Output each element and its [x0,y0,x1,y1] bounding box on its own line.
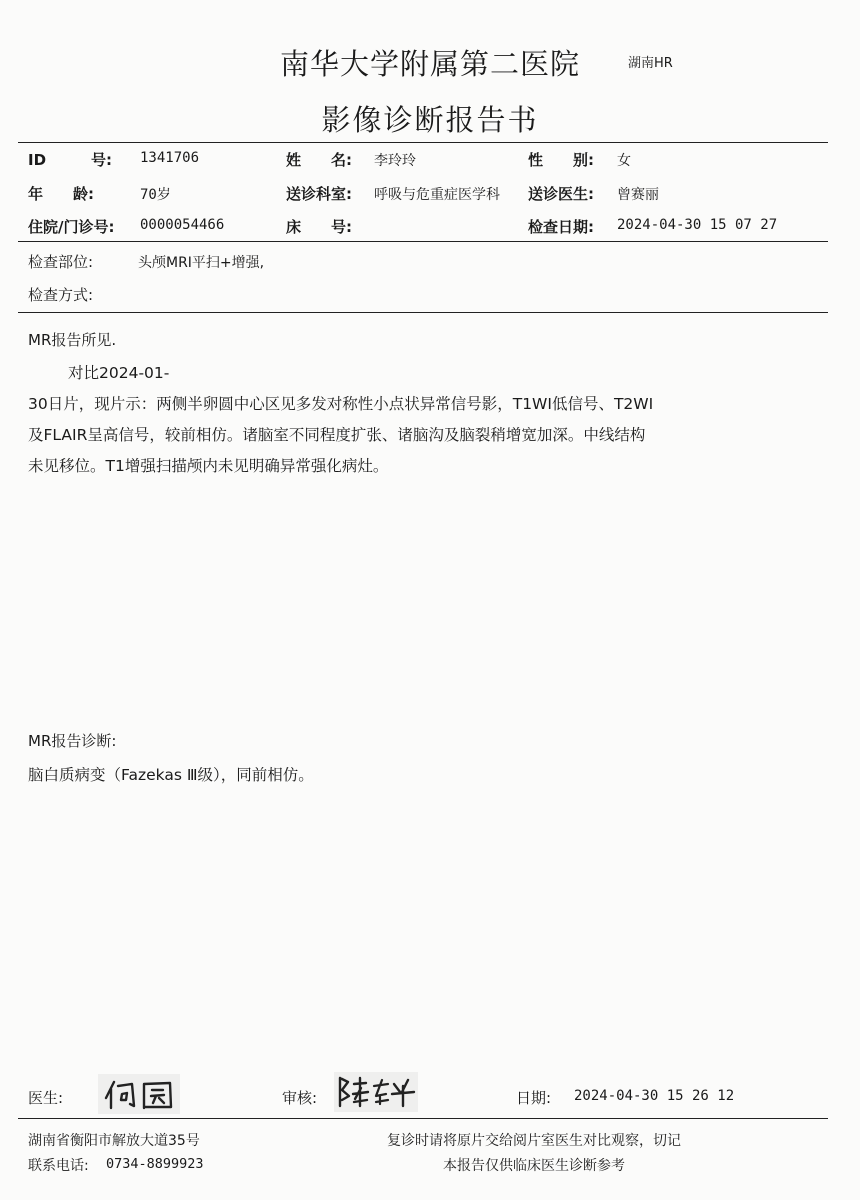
name-label: 姓 名: [286,151,352,169]
name-value: 李玲玲 [374,153,416,169]
dept-value: 呼吸与危重症医学科 [374,187,500,203]
exam-method-label: 检查方式: [28,286,94,304]
hospital-name: 南华大学附属第二医院 [279,47,580,81]
findings-line-2: 30日片，现片示：两侧半卵圆中心区见多发对称性小点状异常信号影，T1WI低信号、T2WI [28,395,654,413]
sex-value: 女 [617,153,631,169]
id-label: ID 号: [28,151,113,169]
findings-heading: MR报告所见. [28,331,117,349]
exam-date-label: 检查日期: [528,218,594,236]
referring-doctor-value: 曾赛丽 [617,187,659,203]
doctor-signature [98,1074,180,1114]
age-label: 年 龄: [28,185,94,203]
patient-info-divider [18,241,828,242]
phone-label: 联系电话: [28,1158,89,1174]
phone-value: 0734-8899923 [106,1156,204,1172]
referring-doctor-label: 送诊医生: [528,185,594,203]
notice-line-1: 复诊时请将原片交给阅片室医生对比观察，切记 [387,1133,681,1149]
report-title: 影像诊断报告书 [321,103,539,137]
inpatient-no-label: 住院/门诊号: [28,218,115,236]
source-tag: 湖南HR [628,56,673,71]
signoff-date-value: 2024-04-30 15 26 12 [574,1088,735,1104]
findings-line-3: 及FLAIR呈高信号，较前相仿。诸脑室不同程度扩张、诸脑沟及脑裂稍增宽加深。中线结构 [28,426,646,444]
reviewer-signature [334,1072,418,1112]
exam-site-label: 检查部位: [28,253,94,271]
dept-label: 送诊科室: [286,185,352,203]
hospital-address: 湖南省衡阳市解放大道35号 [28,1133,200,1149]
signoff-date-label: 日期: [516,1089,552,1107]
exam-date-value: 2024-04-30 15 07 27 [617,217,778,233]
id-value: 1341706 [140,150,200,166]
exam-divider [18,312,828,313]
header-divider [18,142,828,143]
notice-line-2: 本报告仅供临床医生诊断参考 [443,1158,625,1174]
findings-line-1: 对比2024-01- [68,364,170,382]
exam-site-value: 头颅MRI平扫+增强, [138,255,265,271]
sex-label: 性 别: [528,151,594,169]
inpatient-no-value: 0000054466 [140,217,225,233]
findings-line-4: 未见移位。T1增强扫描颅内未见明确异常强化病灶。 [28,457,389,475]
footer-divider [18,1118,828,1119]
diagnosis-text: 脑白质病变（Fazekas Ⅲ级），同前相仿。 [28,766,314,784]
bed-label: 床 号: [286,218,352,236]
doctor-label: 医生: [28,1089,64,1107]
diagnosis-heading: MR报告诊断: [28,732,117,750]
age-value: 70岁 [140,187,171,203]
reviewer-label: 审核: [282,1089,318,1107]
